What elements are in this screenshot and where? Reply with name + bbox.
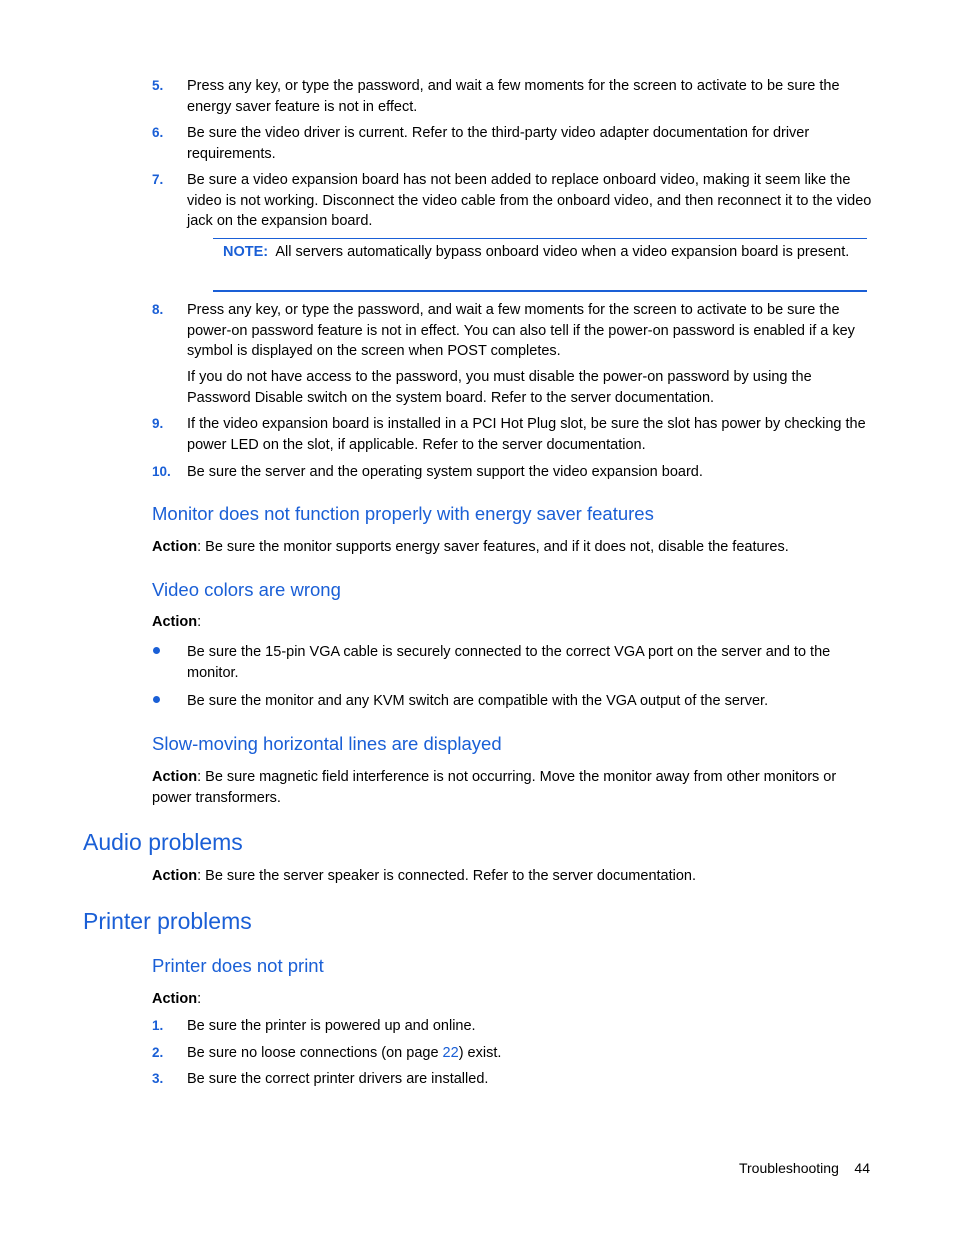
step-number: 8.: [152, 302, 164, 317]
note-box: [213, 238, 867, 292]
step-number: 10.: [152, 464, 171, 479]
section-heading-video-colors: Video colors are wrong: [152, 579, 341, 600]
step-text: Press any key, or type the password, and wait a few moments for the screen to activate to be sure the energy saver feature is not in effect.: [187, 78, 840, 115]
action-label: Action: [152, 868, 198, 884]
step-extra-paragraph: If you do not have access to the password, you must disable the power-on password by using the Password Disable switch on the system board. Refer to the server documentation.: [187, 369, 812, 406]
page-link[interactable]: 22: [442, 1045, 459, 1061]
action-text: : Be sure the monitor supports energy saver features, and if it does not, disable the features.: [197, 539, 789, 555]
action-label: Action: [152, 991, 198, 1007]
step-text: Press any key, or type the password, and wait a few moments for the screen to activate to be sure the power-on password feature is not in effect. You can also tell if the power-on password is enabled if a key symbol is displayed on the screen when POST completes.: [187, 302, 855, 359]
bullet-icon: [153, 647, 160, 654]
action-colon: :: [197, 614, 202, 630]
bullet-text: Be sure the monitor and any KVM switch are compatible with the VGA output of the server.: [187, 693, 769, 709]
action-label: Action: [152, 539, 198, 555]
action-text: : Be sure magnetic field interference is not occurring. Move the monitor away from other monitors or power transformers.: [152, 769, 837, 806]
step-text: If the video expansion board is installed in a PCI Hot Plug slot, be sure the slot has power by checking the power LED on the slot, if applicable. Refer to the server documentation.: [187, 416, 866, 453]
step-text: Be sure the server and the operating system support the video expansion board.: [187, 464, 703, 480]
action-text: : Be sure the server speaker is connected. Refer to the server documentation.: [197, 868, 697, 884]
step-number: 1.: [152, 1018, 164, 1033]
action-paragraph: [152, 537, 872, 558]
note-text: All servers automatically bypass onboard video when a video expansion board is present.: [275, 244, 850, 260]
action-label: Action: [152, 614, 198, 630]
action-paragraph: [152, 989, 872, 1010]
bullet-icon: [153, 696, 160, 703]
step-text: Be sure a video expansion board has not been added to replace onboard video, making it seem like the video is not working. Disconnect the video cable from the onboard video, and then reconnect it to the video jack on the expansion board.: [187, 172, 872, 229]
action-paragraph: [152, 767, 872, 808]
action-label: Action: [152, 769, 198, 785]
step-number: 5.: [152, 78, 164, 93]
section-heading-monitor: Monitor does not function properly with energy saver features: [152, 503, 654, 524]
step-text: Be sure the printer is powered up and online.: [187, 1018, 476, 1034]
step-number: 9.: [152, 416, 164, 431]
action-paragraph: [152, 612, 872, 633]
step-number: 2.: [152, 1045, 164, 1060]
subsection-heading-printer-does-not-print: Printer does not print: [152, 955, 324, 976]
note-content: [223, 242, 853, 263]
page-number: 44: [854, 1160, 870, 1176]
step-number: 7.: [152, 172, 164, 187]
section-heading-printer: Printer problems: [83, 908, 252, 934]
step-text-post: ) exist.: [458, 1045, 502, 1061]
step-text: Be sure the video driver is current. Refer to the third-party video adapter documentation for driver requirements.: [187, 125, 810, 162]
page-footer: [739, 1158, 870, 1179]
section-heading-horizontal-lines: Slow-moving horizontal lines are displayed: [152, 733, 502, 754]
action-colon: :: [197, 991, 202, 1007]
step-text-pre: Be sure no loose connections (on page: [187, 1045, 443, 1061]
note-label: NOTE:: [223, 244, 269, 260]
action-paragraph: [152, 866, 872, 887]
step-text: [187, 1043, 877, 1064]
bullet-text: Be sure the 15-pin VGA cable is securely connected to the correct VGA port on the server and to the monitor.: [187, 644, 831, 681]
step-number: 3.: [152, 1071, 164, 1086]
footer-section-name: Troubleshooting: [738, 1160, 839, 1176]
step-number: 6.: [152, 125, 164, 140]
section-heading-audio: Audio problems: [83, 829, 243, 855]
step-text: Be sure the correct printer drivers are installed.: [187, 1071, 489, 1087]
